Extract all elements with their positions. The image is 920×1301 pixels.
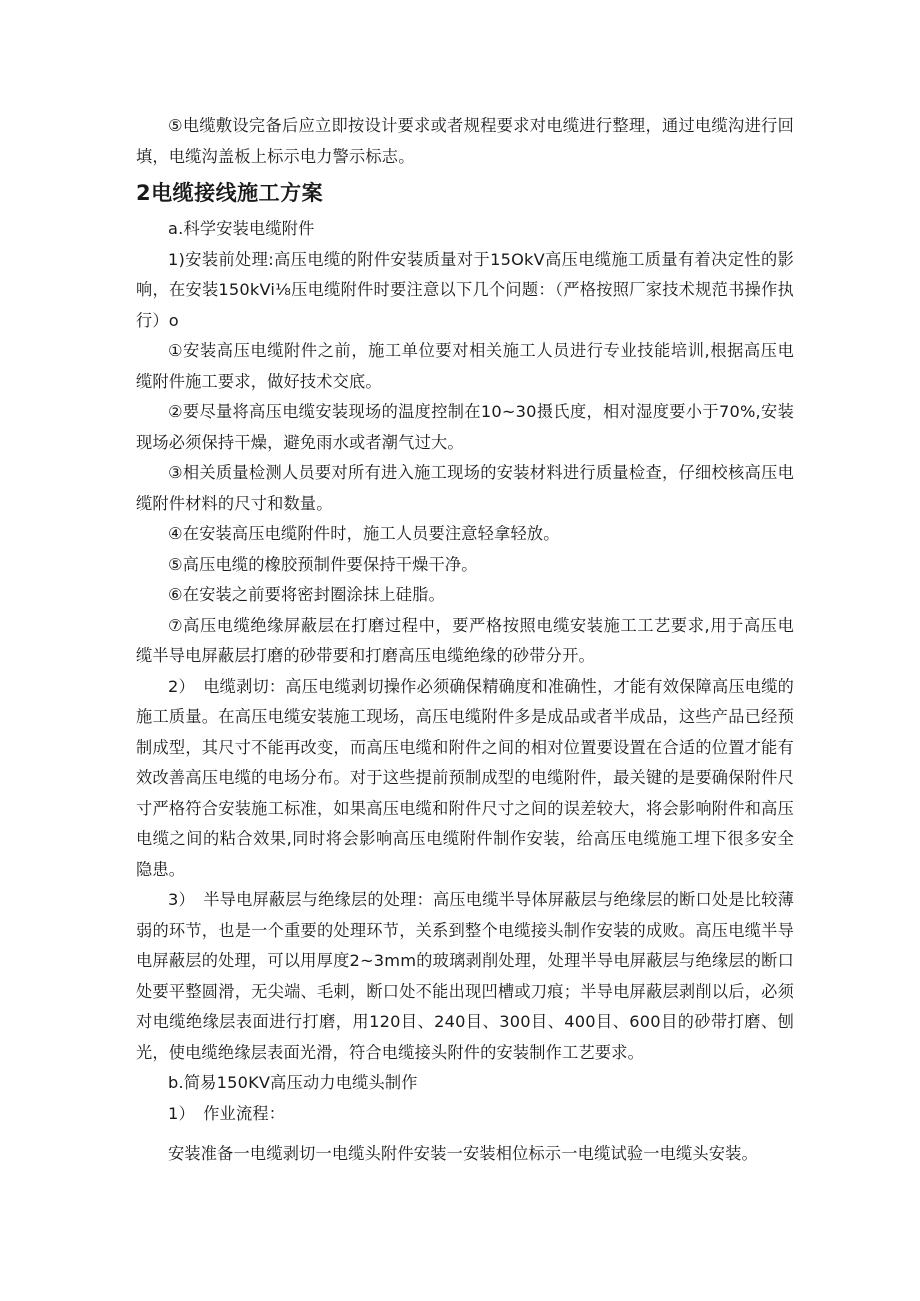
paragraph-cable-stripping: 2） 电缆剥切：高压电缆剥切操作必须确保精确度和准确性，才能有效保障高压电缆的施工质量。在高压电缆安装施工现场，高压电缆附件多是成品或者半成品，这些产品已经预制成型，其尺寸不能再改变，而高压电缆和附件之间的相对位置要设置在合适的位置才能有效改善高压电缆的电场分布。对于这些提前预制成型的电缆附件，最关键的是要确保附件尺寸严格符合安装施工标准，如果高压电缆和附件尺寸之间的误差较大，将会影响附件和高压电缆之间的粘合效果,同时将会影响高压电缆附件制作安装，给高压电缆施工埋下很多安全隐患。 xyxy=(136,676,794,879)
list-item-2: ②要尽量将高压电缆安装现场的温度控制在10~30摄氏度，相对湿度要小于70%,安装现场必须保持干燥，避免雨水或者潮气过大。 xyxy=(136,402,794,452)
list-item-5: ⑤高压电缆的橡胶预制件要保持干燥干净。 xyxy=(168,554,478,574)
list-item-1: ①安装高压电缆附件之前，施工单位要对相关施工人员进行专业技能培训,根据高压电缆附件施工要求，做好技术交底。 xyxy=(136,341,794,391)
list-item-3: ③相关质量检测人员要对所有进入施工现场的安装材料进行质量检查，仔细校核高压电缆附件材料的尺寸和数量。 xyxy=(136,463,794,513)
document-body xyxy=(136,111,794,1170)
paragraph-pre-install: 1)安装前处理:高压电缆的附件安装质量对于15OkV高压电缆施工质量有着决定性的影响，在安装150kVi⅛压电缆附件时要注意以下几个问题：（严格按照厂家技术规范书操作执行）o xyxy=(136,249,794,330)
subheading-b: b.简易150KV高压动力电缆头制作 xyxy=(168,1073,418,1092)
subheading-a: a.科学安装电缆附件 xyxy=(168,219,315,238)
list-item-6: ⑥在安装之前要将密封圈涂抹上硅脂。 xyxy=(168,585,445,604)
paragraph-workflow-steps: 安装准备一电缆剥切一电缆头附件安装一安装相位标示一电缆试验一电缆头安装。 xyxy=(168,1144,758,1163)
list-item-4: ④在安装高压电缆附件时，施工人员要注意轻拿轻放。 xyxy=(168,524,560,543)
list-item-7: ⑦高压电缆绝缘屏蔽层在打磨过程中，要严格按照电缆安装施工工艺要求,用于高压电缆半导电屏蔽层打磨的砂带要和打磨高压电缆绝缘的砂带分开。 xyxy=(136,615,794,665)
paragraph-workflow-title: 1） 作业流程： xyxy=(168,1103,286,1123)
paragraph-cable-backfill: ⑤电缆敷设完备后应立即按设计要求或者规程要求对电缆进行整理，通过电缆沟进行回填，电缆沟盖板上标示电力警示标志。 xyxy=(136,116,794,166)
paragraph-shield-treatment: 3） 半导电屏蔽层与绝缘层的处理：高压电缆半导体屏蔽层与绝缘层的断口处是比较薄弱的环节，也是一个重要的处理环节，关系到整个电缆接头制作安装的成败。高压电缆半导电屏蔽层的处理，可以用厚度2~3mm的玻璃剥削处理，处理半导电屏蔽层与绝缘层的断口处要平整圆滑，无尖端、毛刺，断口处不能出现凹槽或刀痕；半导电屏蔽层剥削以后，必须对电缆绝缘层表面进行打磨，用120目、240目、300目、400目、600目的砂带打磨、刨光，使电缆绝缘层表面光滑，符合电缆接头附件的安装制作工艺要求。 xyxy=(136,890,794,1062)
section-heading: 2电缆接线施工方案 xyxy=(136,181,324,205)
